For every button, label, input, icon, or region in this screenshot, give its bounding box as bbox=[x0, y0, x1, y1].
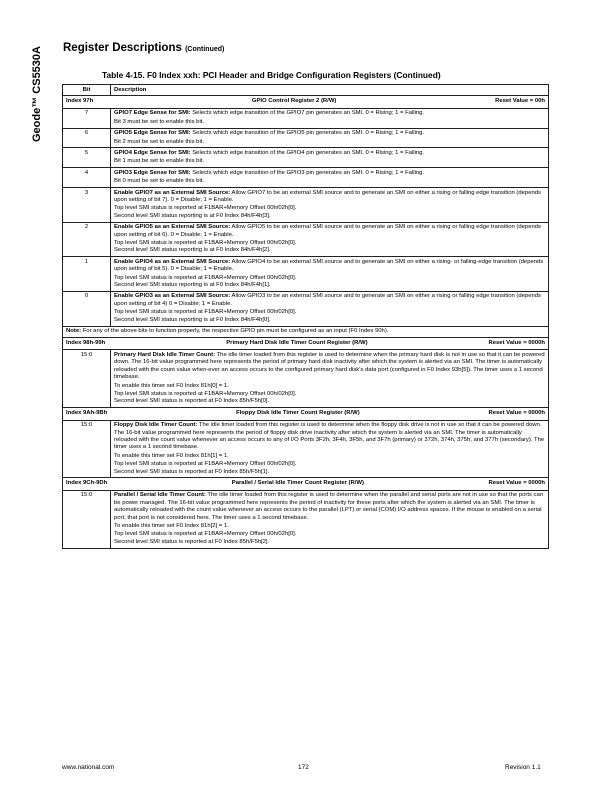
description-cell: Enable GPIO5 as an External SMI Source: Allow GPIO5 to be an external SMI source and to generate an SMI on either a rising or falling edge transition (depends upon setting of bit 6). 0 = Disable; 1 = Enable. Top level SMI status is reported at F1BAR+Memory Offset 00h/02h[0]. Second level SMI status reporting is at F0 Index 84h/F4h[2]. bbox=[111, 222, 549, 257]
description-cell: GPIO5 Edge Sense for SMI: Selects which edge transition of the GPIO5 pin generates an SMI. 0 = Rising; 1 = Falling. Bit 2 must be set to enable this bit. bbox=[111, 128, 549, 148]
description-cell: Enable GPIO7 as an External SMI Source: Allow GPIO7 to be an external SMI source and to generate an SMI on either a rising or falling edge transition (depends upon setting of bit 7). 0 = Disable; 1 = Enable. Top level SMI status is reported at F1BAR+Memory Offset 00h/02h[0]. Second level SMI status reporting is at F0 Index 84h/F4h[3]. bbox=[111, 188, 549, 223]
footer-page-number: 172 bbox=[298, 764, 309, 771]
bit-cell: 4 bbox=[63, 168, 111, 188]
bit-cell: 6 bbox=[63, 128, 111, 148]
section-row-index-9ch-9dh bbox=[63, 478, 549, 490]
table-row bbox=[63, 420, 549, 478]
section-row-index-9ah-9bh bbox=[63, 408, 549, 420]
table-row bbox=[63, 222, 549, 257]
description-cell: Enable GPIO3 as an External SMI Source: Allow GPIO3 to be an external SMI source and to generate an SMI on either a rising or falling edge transition (depends upon setting of bit 4) 0 = Disable; 1 = Enable. Top level SMI status is reported at F1BAR+Memory Offset 00h/02h[0]. Second level SMI status reporting is at F0 Index 84h/F4h[0]. bbox=[111, 291, 549, 326]
register-table bbox=[62, 84, 549, 549]
table-row bbox=[63, 257, 549, 292]
section-reset-value: Reset Value = 00h bbox=[495, 98, 545, 105]
description-cell: GPIO7 Edge Sense for SMI: Selects which edge transition of the GPIO7 pin generates an SMI. 0 = Rising; 1 = Falling. Bit 3 must be set to enable this bit. bbox=[111, 108, 549, 128]
table-caption: Table 4-15. F0 Index xxh: PCI Header and Bridge Configuration Registers (Continued) bbox=[102, 70, 441, 80]
section-register-name: Parallel / Serial Idle Timer Count Register (R/W) bbox=[231, 480, 364, 487]
section-register-name: Primary Hard Disk Idle Timer Count Register (R/W) bbox=[226, 339, 368, 346]
table-row bbox=[63, 350, 549, 408]
bit-cell: 15:0 bbox=[63, 350, 111, 408]
bit-cell: 0 bbox=[63, 291, 111, 326]
side-product-label: Geode™ CS5530A bbox=[31, 46, 43, 142]
table-row bbox=[63, 188, 549, 223]
section-row-index-98h-99h bbox=[63, 337, 549, 349]
table-row bbox=[63, 148, 549, 168]
col-header-description: Description bbox=[111, 85, 549, 96]
bit-cell: 1 bbox=[63, 257, 111, 292]
title-suffix: (Continued) bbox=[185, 46, 225, 53]
section-index: Index 97h bbox=[66, 98, 94, 105]
section-reset-value: Reset Value = 0000h bbox=[488, 339, 545, 346]
page-title: Register Descriptions (Continued) bbox=[63, 42, 225, 54]
description-cell: Primary Hard Disk Idle Timer Count: The idle timer loaded from this register is used to determine when the primary hard disk is not in use so that it can be powered down. The 16-bit value programmed here represents the period of primary hard disk inactivity after which the system is alerted via an SMI. The timer is automatically reloaded with the count value when-ever an access occurs to the configured primary hard disk's data port (configured in F0 Index 93h[5]). The timer uses a 1 second timebase. To enable this timer set F0 Index 81h[0] = 1. Top level SMI status is reported at F1BAR+Memory Offset 00h/02h[0]. Second level SMI status is reported at F0 Index 85h/F5h[0]. bbox=[111, 350, 549, 408]
bit-cell: 5 bbox=[63, 148, 111, 168]
bit-cell: 3 bbox=[63, 188, 111, 223]
section-row-index-97h bbox=[63, 96, 549, 108]
col-header-bit: Bit bbox=[63, 85, 111, 96]
section-reset-value: Reset Value = 0000h bbox=[488, 480, 545, 487]
bit-cell: 7 bbox=[63, 108, 111, 128]
footer-website: www.national.com bbox=[62, 764, 115, 771]
section-index: Index 9Ah-9Bh bbox=[66, 410, 108, 417]
table-row bbox=[63, 108, 549, 128]
bit-cell: 2 bbox=[63, 222, 111, 257]
description-cell: Floppy Disk Idle Timer Count: The idle timer loaded from this register is used to determine when the floppy disk drive is not in use so that it can be powered down. The 16-bit value programmed here represents the period of floppy disk drive inactivity after which the system is alerted via an SMI. The timer is automatically reloaded with the count value whenever an access occurs to any of I/O Ports 3F2h, 3F4h, 3F5h, and 3F7h (primary) or 372h, 374h, 375h, and 377h (secondary). The timer uses a 1 second timebase. To enable this timer set F0 Index 81h[1] = 1. Top level SMI status is reported at F1BAR+Memory Offset 00h/02h[0]. Second level SMI status is reported at F0 Index 85h/F5h[1]. bbox=[111, 420, 549, 478]
table-header-row bbox=[63, 85, 549, 96]
table-row bbox=[63, 128, 549, 148]
description-cell: GPIO4 Edge Sense for SMI: Selects which edge transition of the GPIO4 pin generates an SMI. 0 = Rising; 1 = Falling. Bit 1 must be set to enable this bit. bbox=[111, 148, 549, 168]
section-register-name: Floppy Disk Idle Timer Count Register (R/W) bbox=[236, 410, 360, 417]
section-reset-value: Reset Value = 0000h bbox=[488, 410, 545, 417]
table-row bbox=[63, 291, 549, 326]
table-row bbox=[63, 490, 549, 548]
table-row bbox=[63, 168, 549, 188]
footer-revision: Revision 1.1 bbox=[505, 764, 541, 771]
description-cell: GPIO3 Edge Sense for SMI: Selects which edge transition of the GPIO3 pin generates an SMI. 0 = Rising; 1 = Falling. Bit 0 must be set to enable this bit. bbox=[111, 168, 549, 188]
description-cell: Parallel / Serial Idle Timer Count: The idle timer loaded from this register is used to determine when the parallel and serial ports are not in use so that the ports can be power managed. The 16-bit value programmed here represents the period of inactivity for these ports after which the system is alerted via an SMI. The timer is automatically reloaded with the count value whenever an access occurs to the parallel (LPT) or serial (COM) I/O address spaces. If the mouse is enabled on a serial port, that port is not considered here. The timer uses a 1 second timebase. To enable this timer set F0 Index 81h[2] = 1. Top level SMI status is reported at F1BAR+Memory Offset 00h/02h[0]. Second level SMI status is reported at F0 Index 85h/F5h[2]. bbox=[111, 490, 549, 548]
section-index: Index 9Ch-9Dh bbox=[66, 480, 108, 487]
section-register-name: GPIO Control Register 2 (R/W) bbox=[251, 98, 337, 105]
bit-cell: 15:0 bbox=[63, 490, 111, 548]
section-index: Index 98h-99h bbox=[66, 339, 106, 346]
bit-cell: 15:0 bbox=[63, 420, 111, 478]
note-row: Note: For any of the above bits to function properly, the respective GPIO pin must be configured as an input (F0 Index 90h). bbox=[63, 326, 549, 337]
description-cell: Enable GPIO4 as an External SMI Source: Allow GPIO4 to be an external SMI source and to generate an SMI on either a rising- or falling-edge transition (depends upon setting of bit 5). 0 = Disable; 1 = Enable. Top level SMI status is reported at F1BAR+Memory Offset 00h/02h[0]. Second level SMI status reporting is at F0 Index 84h/F4h[1]. bbox=[111, 257, 549, 292]
